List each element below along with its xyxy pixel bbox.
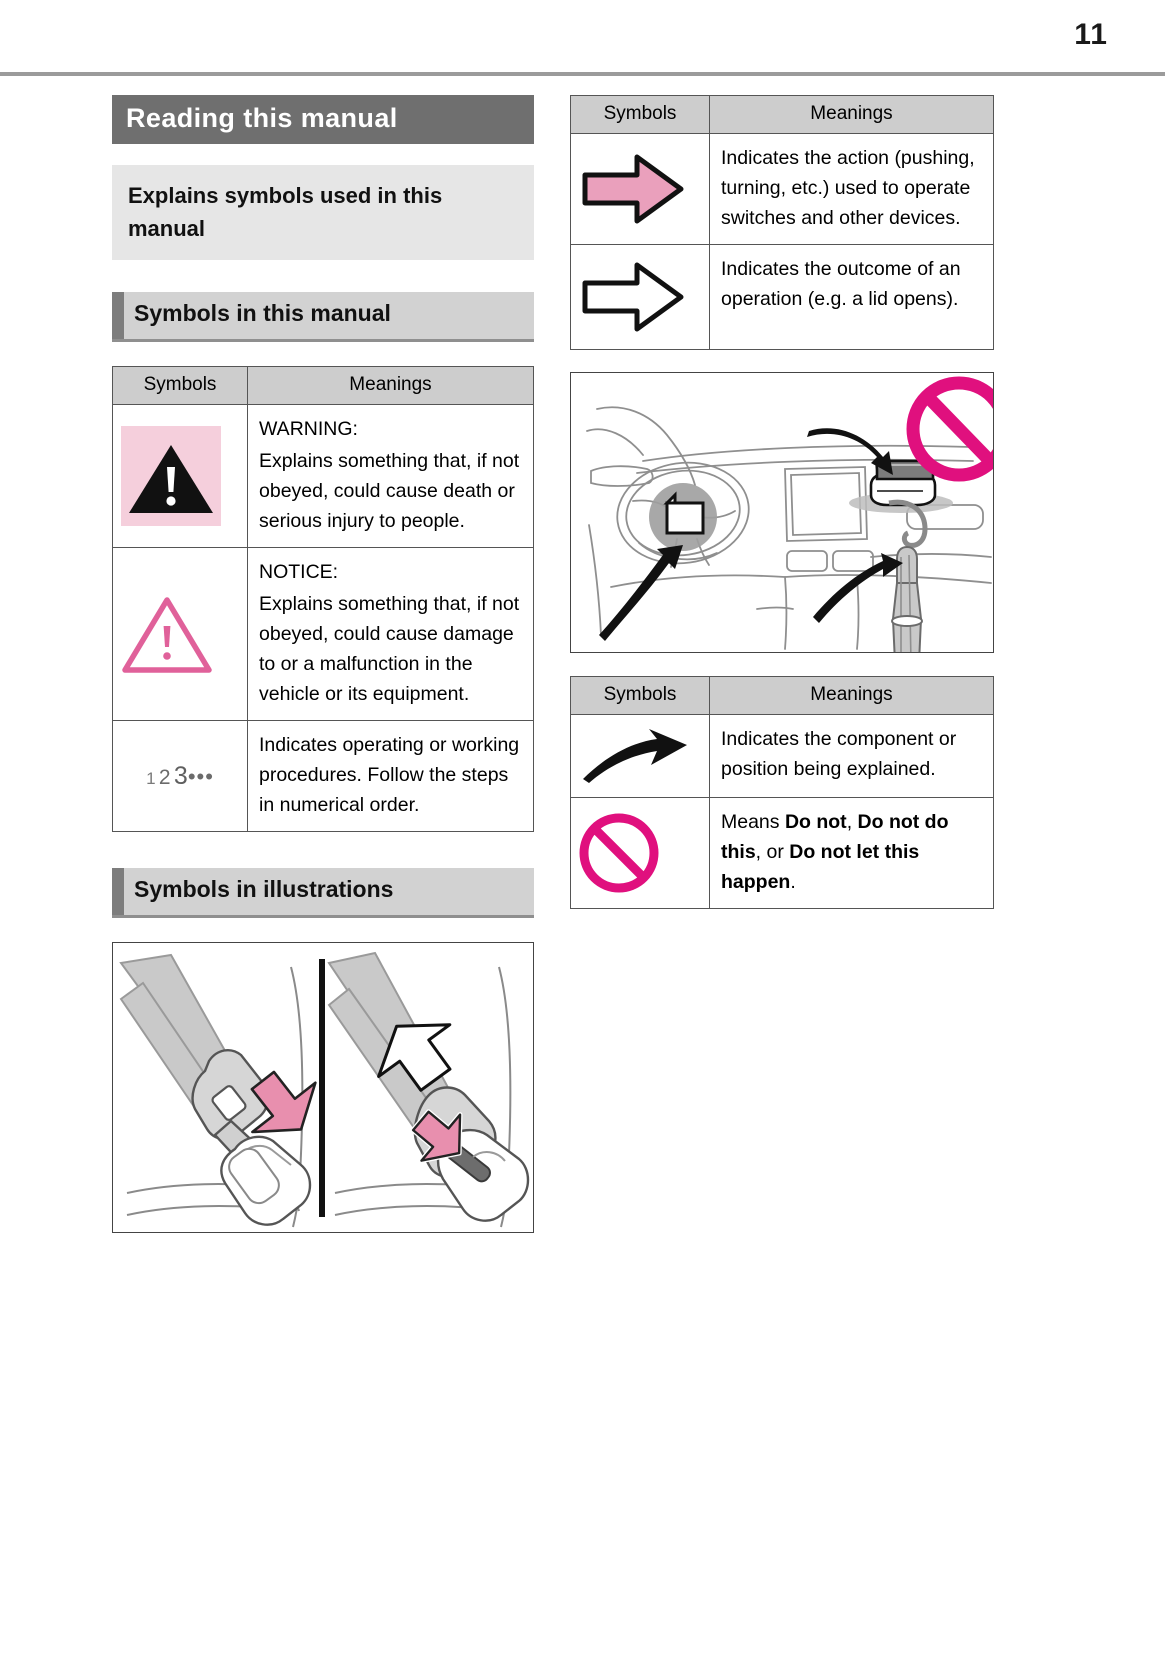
chapter-subtitle: Explains symbols used in this manual	[112, 165, 534, 260]
column-header-symbols: Symbols	[113, 367, 248, 405]
meaning-cell	[710, 134, 994, 245]
plain-text: .	[790, 871, 796, 893]
meaning-cell	[710, 715, 994, 798]
meaning-cell	[710, 798, 994, 909]
column-header-symbols: Symbols	[571, 677, 710, 715]
steering-wheel-highlight	[649, 483, 717, 551]
meaning-line: Indicates the outcome of an operation (e.g. a lid opens).	[721, 258, 961, 310]
section-tab-marker	[112, 868, 124, 915]
step-number-3: 3	[173, 761, 188, 790]
meaning-cell	[248, 548, 534, 721]
page-header	[0, 0, 1165, 76]
right-column	[570, 95, 994, 909]
prohibition-circle-icon	[571, 798, 710, 909]
section-heading-symbols-in-this-manual	[112, 292, 534, 342]
curved-pointer-arrow	[599, 545, 683, 641]
section-heading-label: Symbols in this manual	[134, 300, 391, 326]
table-row	[113, 548, 534, 721]
plain-text: , or	[755, 841, 790, 863]
meaning-cell	[710, 245, 994, 350]
table-row	[113, 405, 534, 548]
meaning-line: WARNING:	[259, 418, 358, 440]
meaning-cell	[248, 405, 534, 548]
step-number-2: 2	[158, 765, 171, 789]
table-action-arrows	[570, 95, 994, 350]
page-number: 11	[1074, 18, 1108, 51]
curved-pointer-arrow-icon	[571, 715, 710, 798]
plain-text: Means	[721, 811, 785, 833]
table-row	[571, 715, 994, 798]
step-number-1: 1	[146, 768, 156, 788]
car-interior-illustration	[570, 372, 994, 653]
left-column	[112, 95, 534, 1233]
column-header-meanings: Meanings	[710, 96, 994, 134]
meaning-line: Indicates operating or working procedures. Follow the steps in numerical order.	[259, 734, 520, 816]
step-ellipsis: •••	[187, 763, 214, 789]
meaning-line: Explains something that, if not obeyed, could cause death or serious injury to people.	[259, 450, 520, 532]
warning-triangle-icon	[113, 405, 248, 548]
table-header-row	[113, 367, 534, 405]
outline-outcome-arrow-icon	[571, 245, 710, 350]
emphasis-text: Do not	[784, 811, 847, 833]
table-row	[571, 134, 994, 245]
meaning-line: NOTICE:	[259, 561, 339, 583]
chapter-title-bar: Reading this manual	[112, 95, 534, 144]
numbered-steps-icon	[113, 721, 248, 832]
panel-insert-tab	[121, 955, 333, 1227]
table-symbols-in-this-manual	[112, 366, 534, 832]
table-header-row	[571, 677, 994, 715]
table-illustration-symbols	[570, 676, 994, 909]
column-header-meanings: Meanings	[710, 677, 994, 715]
meaning-cell	[248, 721, 534, 832]
emphasis-text: Do not let this happen	[721, 841, 920, 893]
table-row	[571, 245, 994, 350]
column-header-meanings: Meanings	[248, 367, 534, 405]
section-tab-marker	[112, 292, 124, 339]
meaning-rich-line	[721, 807, 982, 897]
emphasis-text: Do not do this	[721, 811, 949, 863]
meaning-line: Explains something that, if not obeyed, could cause damage to or a malfunction in the vehicle or its equipment.	[259, 593, 520, 705]
meaning-line: Indicates the action (pushing, turning, etc.) used to operate switches and other devices.	[721, 147, 975, 229]
table-row	[113, 721, 534, 832]
section-heading-symbols-in-illustrations	[112, 868, 534, 918]
table-header-row	[571, 96, 994, 134]
panel-buckle-clicks	[329, 953, 528, 1227]
notice-triangle-icon	[113, 548, 248, 721]
seatbelt-buckle-illustration	[112, 942, 534, 1233]
section-heading-label: Symbols in illustrations	[134, 876, 394, 902]
pink-action-arrow-icon	[571, 134, 710, 245]
column-header-symbols: Symbols	[571, 96, 710, 134]
meaning-line: Indicates the component or position being explained.	[721, 728, 957, 780]
table-row	[571, 798, 994, 909]
header-divider	[0, 72, 1165, 76]
plain-text: ,	[846, 811, 858, 833]
